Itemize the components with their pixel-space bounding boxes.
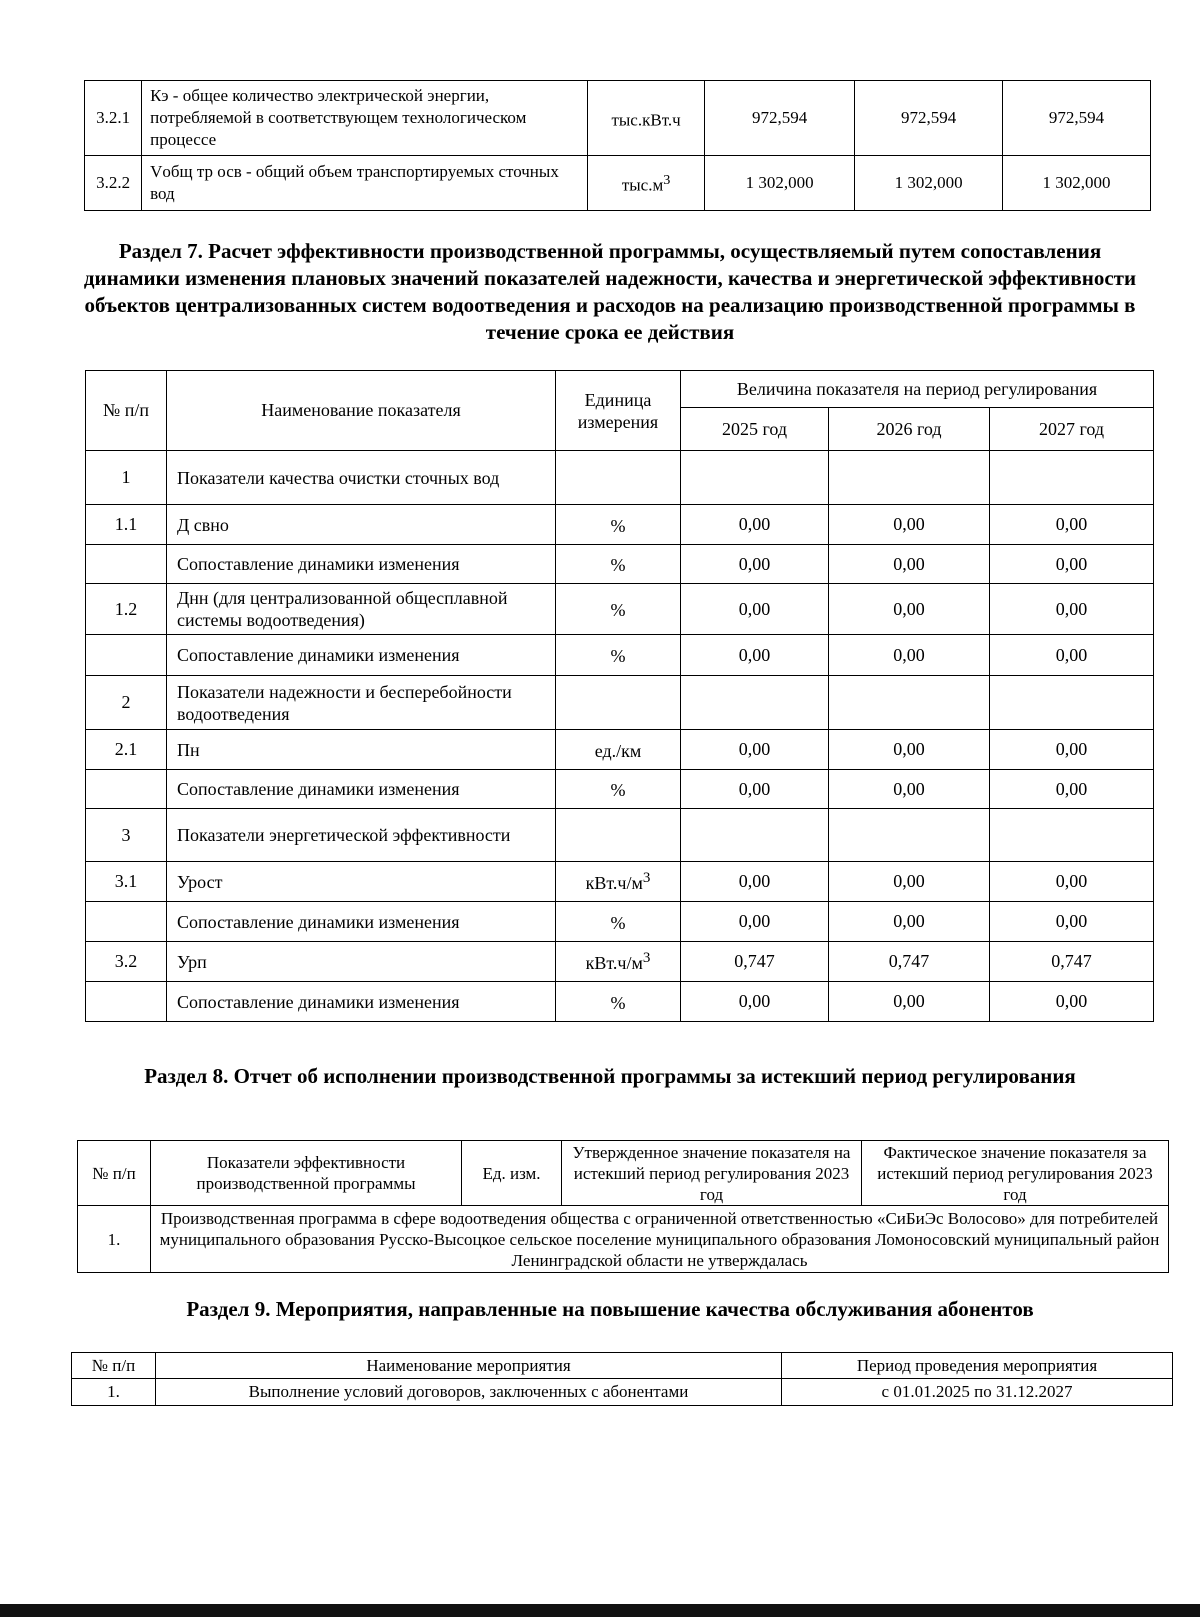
header-number: № п/п: [86, 371, 167, 451]
row-value-2026: [829, 676, 990, 730]
row-number: 3.2.1: [85, 81, 142, 156]
row-value-2025: 0,747: [681, 942, 829, 982]
section-8-table: [77, 1140, 1169, 1273]
row-value-2025: 0,00: [681, 505, 829, 545]
row-number: [86, 545, 167, 584]
table-row: [78, 1206, 1169, 1273]
row-value-2025: 972,594: [705, 81, 855, 156]
table-row: [86, 862, 1154, 902]
table-row: [72, 1379, 1173, 1406]
row-name: Сопоставление динамики изменения: [167, 770, 556, 809]
table-row: [86, 545, 1154, 584]
row-value-2025: 0,00: [681, 862, 829, 902]
table-header-row: [86, 371, 1154, 408]
row-value-2026: 0,00: [829, 770, 990, 809]
table-row: [86, 730, 1154, 770]
row-value-2027: 0,00: [990, 545, 1154, 584]
section-9-title: Раздел 9. Мероприятия, направленные на повышение качества обслуживания абонентов: [186, 1297, 1034, 1321]
section-9-table: [71, 1352, 1173, 1406]
row-period: с 01.01.2025 по 31.12.2027: [782, 1379, 1173, 1406]
header-actual-value: Фактическое значение показателя за истекший период регулирования 2023 год: [862, 1141, 1169, 1206]
row-name: Днн (для централизованной общесплавной системы водоотведения): [167, 584, 556, 635]
header-unit: Единица измерения: [556, 371, 681, 451]
row-name: Пн: [167, 730, 556, 770]
row-value-2027: 0,00: [990, 862, 1154, 902]
row-value-2025: 0,00: [681, 730, 829, 770]
section-7-title: Раздел 7. Расчет эффективности производственной программы, осуществляемый путем сопоставления динамики изменения плановых значений показателей надежности, качества и энергетической эффективности объектов централизованных систем водоотведения и расходов на реализацию производственной программы в течение срока ее действия: [83, 239, 1137, 344]
row-name: Показатели качества очистки сточных вод: [167, 451, 556, 505]
row-unit: $кВт.ч/м^3$: [556, 862, 681, 902]
row-value-2025: [681, 809, 829, 862]
row-name: Д свно: [167, 505, 556, 545]
row-unit: $тыс.м^3$: [587, 156, 704, 211]
table-row: [86, 451, 1154, 505]
row-name: Vобщ тр осв - общий объем транспортируемых сточных вод: [142, 156, 588, 211]
row-value-2025: 0,00: [681, 584, 829, 635]
table-row: [86, 902, 1154, 942]
row-unit: %: [556, 902, 681, 942]
row-number: [86, 635, 167, 676]
row-name: Сопоставление динамики изменения: [167, 902, 556, 942]
row-value-2027: 0,00: [990, 584, 1154, 635]
row-number: 3.1: [86, 862, 167, 902]
row-number: 3.2.2: [85, 156, 142, 211]
row-number: [86, 982, 167, 1022]
row-value-2027: 0,00: [990, 982, 1154, 1022]
header-period: Величина показателя на период регулирования: [681, 371, 1154, 408]
table-header-row: [72, 1353, 1173, 1379]
row-unit: $кВт.ч/м^3$: [556, 942, 681, 982]
row-note: Производственная программа в сфере водоотведения общества с ограниченной ответственностью «СиБиЭс Волосово» для потребителей муниципального образования Русско-Высоцкое сельское поселение муниципального образования Ломоносовский муниципальный район Ленинградской области не утверждалась: [151, 1206, 1169, 1273]
header-year-2026: 2026 год: [829, 408, 990, 451]
header-approved-value: Утвержденное значение показателя на истекший период регулирования 2023 год: [562, 1141, 862, 1206]
row-value-2027: 0,00: [990, 505, 1154, 545]
row-number: [86, 902, 167, 942]
section-8-title: Раздел 8. Отчет об исполнении производственной программы за истекший период регулирования: [144, 1064, 1076, 1088]
row-name: Сопоставление динамики изменения: [167, 982, 556, 1022]
row-value-2026: 0,00: [829, 902, 990, 942]
row-value-2026: 0,00: [829, 730, 990, 770]
header-year-2027: 2027 год: [990, 408, 1154, 451]
row-value-2026: [829, 451, 990, 505]
row-name: Урост: [167, 862, 556, 902]
row-name: Кэ - общее количество электрической энергии, потребляемой в соответствующем технологическом процессе: [142, 81, 588, 156]
row-unit: тыс.кВт.ч: [587, 81, 704, 156]
row-unit: %: [556, 982, 681, 1022]
row-value-2026: 972,594: [855, 81, 1003, 156]
row-value-2025: 1 302,000: [705, 156, 855, 211]
row-value-2026: 0,00: [829, 584, 990, 635]
row-value-2026: 0,747: [829, 942, 990, 982]
row-value-2027: 0,00: [990, 770, 1154, 809]
table-row: [85, 156, 1151, 211]
row-value-2025: 0,00: [681, 982, 829, 1022]
row-name: Показатели надежности и бесперебойности водоотведения: [167, 676, 556, 730]
continuation-table: [84, 80, 1151, 211]
row-value-2027: 972,594: [1003, 81, 1151, 156]
scan-edge-bar: [0, 1604, 1200, 1617]
row-unit: [556, 676, 681, 730]
row-value-2025: 0,00: [681, 545, 829, 584]
row-unit: ед./км: [556, 730, 681, 770]
row-value-2027: [990, 451, 1154, 505]
header-period: Период проведения мероприятия: [782, 1353, 1173, 1379]
header-activity: Наименование мероприятия: [156, 1353, 782, 1379]
header-year-2025: 2025 год: [681, 408, 829, 451]
row-value-2025: 0,00: [681, 770, 829, 809]
header-number: № п/п: [78, 1141, 151, 1206]
table-row: [86, 584, 1154, 635]
table-header-row: [78, 1141, 1169, 1206]
row-value-2026: 1 302,000: [855, 156, 1003, 211]
row-name: Урп: [167, 942, 556, 982]
table-row: [86, 809, 1154, 862]
row-name: Сопоставление динамики изменения: [167, 545, 556, 584]
row-value-2025: 0,00: [681, 635, 829, 676]
row-unit: %: [556, 505, 681, 545]
row-value-2027: [990, 676, 1154, 730]
row-number: 1.2: [86, 584, 167, 635]
row-number: 2.1: [86, 730, 167, 770]
row-unit: %: [556, 545, 681, 584]
row-number: 3: [86, 809, 167, 862]
row-value-2026: [829, 809, 990, 862]
row-unit: [556, 809, 681, 862]
header-indicators: Показатели эффективности производственной программы: [151, 1141, 462, 1206]
header-number: № п/п: [72, 1353, 156, 1379]
table-row: [86, 982, 1154, 1022]
row-activity: Выполнение условий договоров, заключенных с абонентами: [156, 1379, 782, 1406]
row-value-2025: [681, 451, 829, 505]
row-value-2027: 1 302,000: [1003, 156, 1151, 211]
row-value-2025: 0,00: [681, 902, 829, 942]
section-7-table: [85, 370, 1154, 1022]
row-value-2027: 0,00: [990, 902, 1154, 942]
row-number: 1.: [78, 1206, 151, 1273]
row-name: Сопоставление динамики изменения: [167, 635, 556, 676]
row-value-2027: 0,00: [990, 635, 1154, 676]
row-number: [86, 770, 167, 809]
row-value-2026: 0,00: [829, 635, 990, 676]
row-value-2027: 0,00: [990, 730, 1154, 770]
row-number: 2: [86, 676, 167, 730]
header-name: Наименование показателя: [167, 371, 556, 451]
row-unit: %: [556, 635, 681, 676]
row-number: 1.: [72, 1379, 156, 1406]
row-value-2026: 0,00: [829, 505, 990, 545]
row-value-2027: [990, 809, 1154, 862]
row-value-2027: 0,747: [990, 942, 1154, 982]
table-row: [86, 505, 1154, 545]
row-value-2026: 0,00: [829, 982, 990, 1022]
table-row: [86, 635, 1154, 676]
row-unit: %: [556, 584, 681, 635]
table-row: [86, 942, 1154, 982]
row-number: 1.1: [86, 505, 167, 545]
row-name: Показатели энергетической эффективности: [167, 809, 556, 862]
row-unit: %: [556, 770, 681, 809]
row-value-2026: 0,00: [829, 545, 990, 584]
row-number: 1: [86, 451, 167, 505]
row-number: 3.2: [86, 942, 167, 982]
table-row: [85, 81, 1151, 156]
table-row: [86, 676, 1154, 730]
header-unit: Ед. изм.: [462, 1141, 562, 1206]
row-unit: [556, 451, 681, 505]
row-value-2025: [681, 676, 829, 730]
table-row: [86, 770, 1154, 809]
row-value-2026: 0,00: [829, 862, 990, 902]
